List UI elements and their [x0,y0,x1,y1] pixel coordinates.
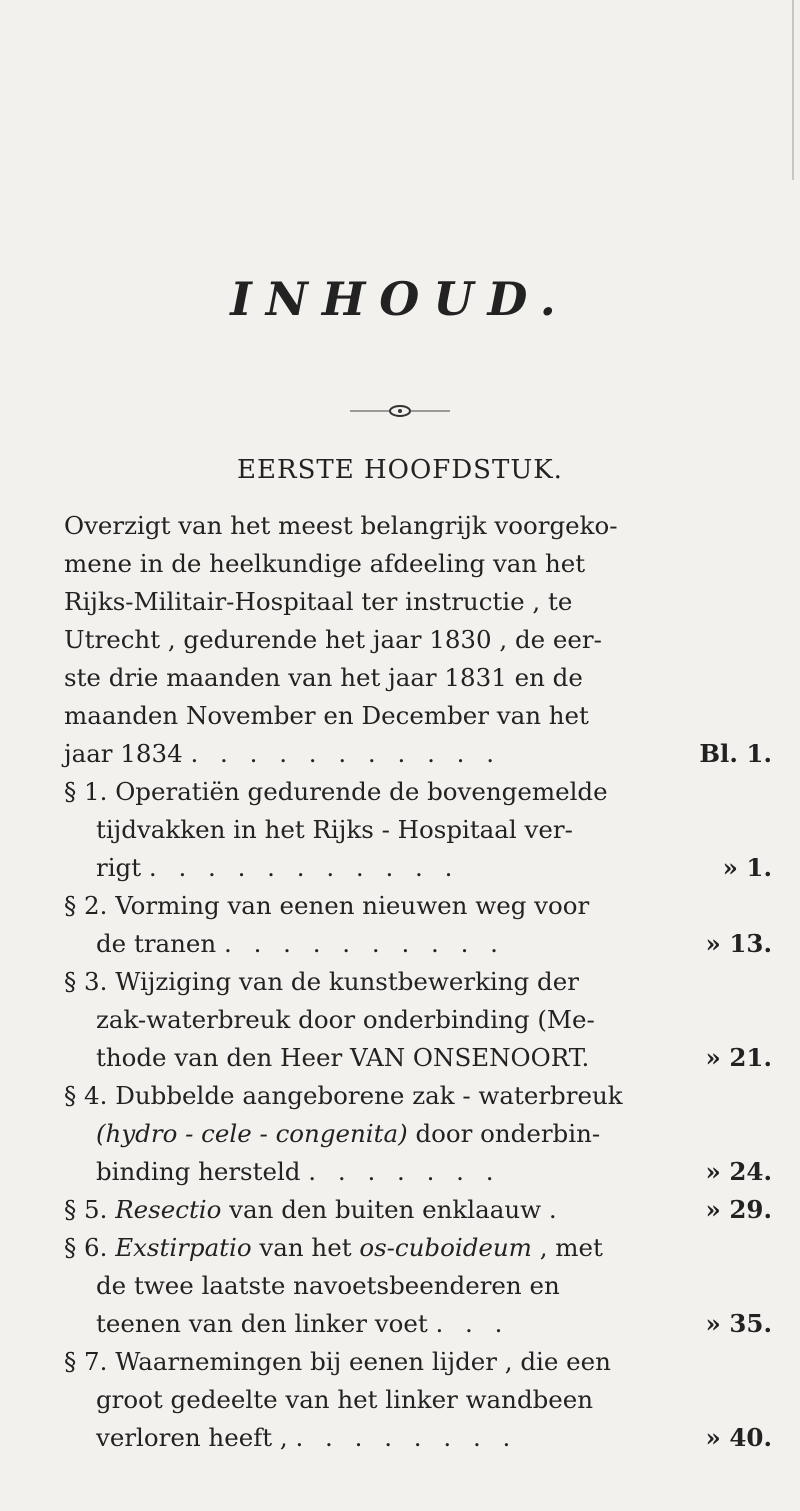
page-number: » 29. [705,1195,772,1224]
latin-term: os-cuboideum [359,1233,532,1262]
entry-last-line [96,1309,510,1338]
entry-last-line [96,1043,590,1072]
entry-last-line [96,1423,518,1452]
entry-text: door onderbin- [407,1119,601,1148]
intro-line: Utrecht , gedurende het jaar 1830 , de eer- [64,625,602,654]
toc-entry-3 [64,967,579,996]
latin-term: (hydro - cele - congenita) [96,1119,408,1148]
entry-text: de twee laatste navoetsbeenderen en [96,1271,560,1300]
section-number: § 4. [64,1081,108,1110]
entry-text: Vorming van eenen nieuwen weg voor [115,891,590,920]
page-number: » 40. [705,1423,772,1452]
entry-text: Dubbelde aangeborene zak - waterbreuk [115,1081,623,1110]
entry-text: binding hersteld [96,1157,301,1186]
chapter-heading: EERSTE HOOFDSTUK. [237,455,563,485]
intro-text: jaar 1834 [64,739,183,768]
intro-line: Overzigt van het meest belangrijk voorgeko- [64,511,618,540]
entry-text: thode van den Heer [96,1043,343,1072]
page-edge-line [792,0,794,180]
intro-last-line [64,739,502,768]
toc-entry-4 [64,1081,623,1110]
toc-entry-6 [64,1233,603,1262]
leader-dots: . . . [435,1309,510,1338]
page-number: » 13. [705,929,772,958]
intro-line: ste drie maanden van het jaar 1831 en de [64,663,583,692]
entry-last-line [96,929,505,958]
leader-dots: . . . . . . . . . . . [190,739,502,768]
entry-text: Waarnemingen bij eenen lijder , die een [115,1347,611,1376]
page-number: Bl. 1. [699,739,772,768]
page-title: INHOUD. [230,272,570,326]
entry-text: van den buiten enklaauw . [221,1195,557,1224]
latin-term: Exstirpatio [115,1233,252,1262]
entry-text: teenen van den linker voet [96,1309,428,1338]
entry-text: Operatiën gedurende de bovengemelde [115,777,608,806]
toc-entry-2 [64,891,590,920]
page-number: » 24. [705,1157,772,1186]
entry-text: de tranen [96,929,217,958]
intro-line: mene in de heelkundige afdeeling van het [64,549,586,578]
entry-text: Wijziging van de kunstbewerking der [115,967,579,996]
section-number: § 3. [64,967,108,996]
entry-text: , met [531,1233,603,1262]
toc-entry-7 [64,1347,611,1376]
entry-text: groot gedeelte van het linker wandbeen [96,1385,594,1414]
entry-text: tijdvakken in het Rijks - Hospitaal ver- [96,815,573,844]
author-name: VAN ONSENOORT. [349,1043,590,1072]
intro-line: Rijks-Militair-Hospitaal ter instructie , te [64,587,573,616]
entry-text: van het [251,1233,360,1262]
leader-dots: . . . . . . . . . . [224,929,505,958]
section-number: § 5. [64,1195,108,1224]
entry-last-line [96,853,460,882]
intro-line: maanden November en December van het [64,701,589,730]
leader-dots: . . . . . . . . . . . [148,853,460,882]
entry-line [96,1119,601,1148]
section-number: § 7. [64,1347,108,1376]
latin-term: Resectio [115,1195,222,1224]
section-number: § 6. [64,1233,108,1262]
page-number: » 35. [705,1309,772,1338]
entry-text: rigt [96,853,142,882]
entry-text: zak-waterbreuk door onderbinding (Me- [96,1005,595,1034]
leader-dots: . . . . . . . [308,1157,501,1186]
page-number: » 21. [705,1043,772,1072]
entry-text: verloren heeft , [96,1423,288,1452]
page-number: » 1. [722,853,772,882]
leader-dots: . . . . . . . . [295,1423,518,1452]
section-number: § 2. [64,891,108,920]
ornament-divider-icon [350,404,450,418]
section-number: § 1. [64,777,108,806]
toc-entry-5 [64,1195,557,1224]
toc-entry-1 [64,777,608,806]
entry-last-line [96,1157,501,1186]
